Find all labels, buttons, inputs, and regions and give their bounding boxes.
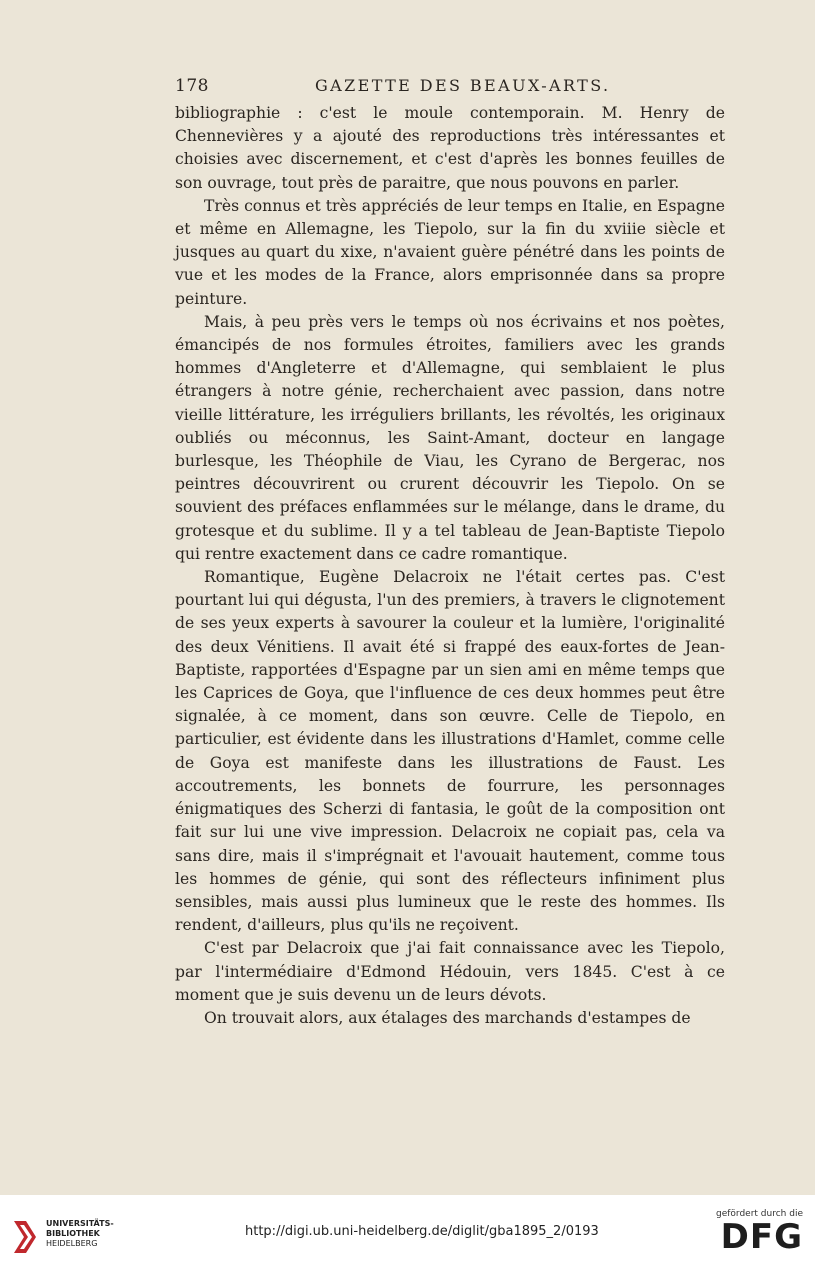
page-number: 178 (175, 76, 209, 96)
paragraph-4: Romantique, Eugène Delacroix ne l'était certes pas. C'est pourtant lui qui dégusta, l'un des premiers, à travers le clignotement de ses yeux experts à savourer la couleur et la lumière, l'originalité des deux Vénitiens. Il avait été si frappé des eaux-fortes de Jean-Baptiste, rapportées d'Espagne par un sien ami en même temps que les Caprices de Goya, que l'influence de ces deux hommes peut être signalée, à ce moment, dans son œuvre. Celle de Tiepolo, en particulier, est évidente dans les illustrations d'Hamlet, comme celle de Goya est manifeste dans les illustrations de Faust. Les accoutrements, les bonnets de fourrure, les personnages énigmatiques des Scherzi di fantasia, le goût de la composition ont fait sur lui une vive impression. Delacroix ne copiait pas, cela va sans dire, mais il s'imprégnait et l'avouait hautement, comme tous les hommes de génie, qui sont des réflecteurs infiniment plus sensibles, mais aussi plus lumineux que le reste des hommes. Ils rendent, d'ailleurs, plus qu'ils ne reçoivent. (175, 568, 725, 935)
running-head (175, 76, 725, 102)
body-text (175, 102, 725, 1030)
dfg-logo: DFG (720, 1217, 803, 1257)
funding-caption: gefördert durch die (716, 1209, 803, 1219)
permalink-url[interactable]: http://digi.ub.uni-heidelberg.de/diglit/gba1895_2/0193 (245, 1224, 599, 1239)
library-line-3: HEIDELBERG (46, 1239, 98, 1248)
paragraph-3: Mais, à peu près vers le temps où nos écrivains et nos poètes, émancipés de nos formules étroites, familiers avec les grands hommes d'Angleterre et d'Allemagne, qui semblaient le plus étrangers à notre génie, recherchaient avec passion, dans notre vieille littérature, les irréguliers brillants, les révoltés, les originaux oubliés ou méconnus, les Saint-Amant, docteur en langage burlesque, les Théophile de Viau, les Cyrano de Bergerac, nos peintres découvrirent ou crurent découvrir les Tiepolo. On se souvient des préfaces enflammées sur le mélange, dans le drame, du grotesque et du sublime. Il y a tel tableau de Jean-Baptiste Tiepolo qui rentre exactement dans ce cadre romantique. (175, 312, 725, 563)
university-library-logo[interactable] (10, 1215, 125, 1259)
paragraph-5: C'est par Delacroix que j'ai fait connaissance avec les Tiepolo, par l'intermédiaire d'Edmond Hédouin, vers 1845. C'est à ce moment que je suis devenu un de leurs dévots. (175, 939, 725, 1004)
digitization-footer (0, 1195, 815, 1272)
paragraph-1: bibliographie : c'est le moule contemporain. M. Henry de Chennevières y a ajouté des reproductions très intéressantes et choisies avec discernement, et c'est d'après les bonnes feuilles de son ouvrage, tout près de paraitre, que nous pouvons en parler. (175, 104, 725, 192)
library-emblem-icon (10, 1217, 40, 1257)
funder-block[interactable] (693, 1209, 803, 1267)
journal-title: GAZETTE DES BEAUX-ARTS. (315, 76, 611, 95)
library-line-2: BIBLIOTHEK (46, 1229, 100, 1238)
paragraph-6: On trouvait alors, aux étalages des marchands d'estampes de (204, 1008, 691, 1027)
paragraph-2: Très connus et très appréciés de leur temps en Italie, en Espagne et même en Allemagne, les Tiepolo, sur la fin du xviiie siècle et jusques au quart du xixe, n'avaient guère pénétré dans les points de vue et les modes de la France, alors emprisonnée dans sa propre peinture. (175, 196, 725, 308)
library-line-1: UNIVERSITÄTS- (46, 1219, 114, 1228)
